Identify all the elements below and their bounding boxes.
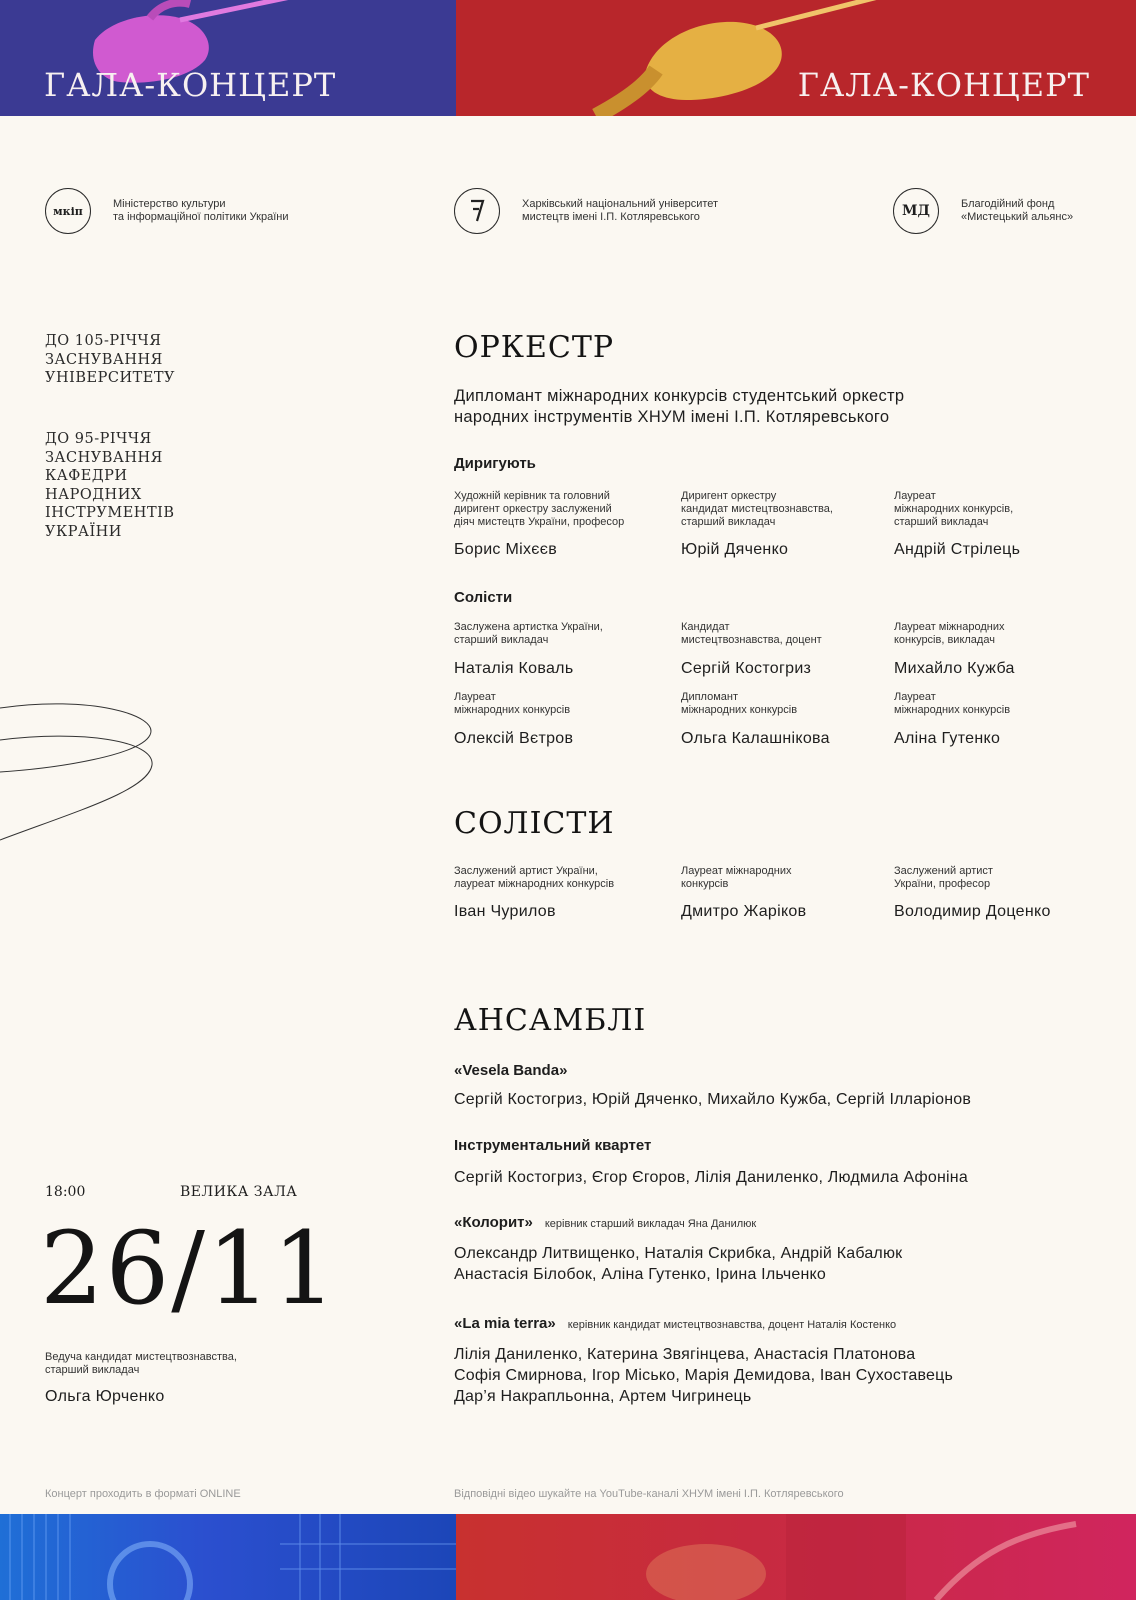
- orchestra-lead: Дипломант міжнародних конкурсів студентський оркестр народних інструментів ХНУМ імені І.П. Котляревського: [454, 387, 905, 426]
- conductor-role: Лауреат міжнародних конкурсів, старший викладач: [894, 490, 1014, 528]
- soloist-role: Лауреат міжнародних конкурсів: [454, 691, 571, 716]
- instruments-photo-strip-left: [0, 1514, 456, 1600]
- soloist-name: Наталія Коваль: [454, 660, 574, 677]
- banner-right: [456, 0, 1136, 116]
- soloist-role: Лауреат міжнародних конкурсів, викладач: [894, 621, 1005, 646]
- logo-foundation-text: Благодійний фонд «Мистецький альянс»: [961, 198, 1074, 223]
- anniversary-department: ДО 95-РІЧЧЯ ЗАСНУВАННЯ КАФЕДРИ НАРОДНИХ ІНСТРУМЕНТІВ УКРАЇНИ: [45, 431, 175, 540]
- ensembles-title: АНСАМБЛІ: [454, 1003, 647, 1038]
- soloist-name: Аліна Гутенко: [894, 730, 1001, 747]
- conductor-role: Диригент оркестру кандидат мистецтвознавства, старший викладач: [681, 490, 833, 528]
- soloist-name: Михайло Кужба: [894, 660, 1015, 677]
- soloist-name: Сергій Костогриз: [681, 660, 812, 677]
- soloist-role: Заслужений артист України, професор: [894, 865, 993, 890]
- ensemble-members: Лілія Даниленко, Катерина Звягінцева, Анастасія Платонова Софія Смирнова, Ігор Мiсько, Марія Демидова, Іван Сухоставець Дар’я Накрапльонна, Артем Чигринець: [454, 1346, 954, 1405]
- soloists-title: СОЛІСТИ: [454, 806, 615, 841]
- conductor-name: Андрій Стрілець: [894, 541, 1021, 558]
- conductor-name: Борис Міхєєв: [454, 541, 557, 558]
- orchestra-title: ОРКЕСТР: [454, 330, 615, 365]
- soloist-name: Олексій Вєтров: [454, 730, 574, 747]
- orchestra-soloists-label: Солісти: [454, 589, 513, 606]
- soloist-role: Заслужена артистка України, старший викладач: [454, 621, 603, 646]
- host-name: Ольга Юрченко: [45, 1388, 165, 1405]
- logo-ministry-text: Міністерство культури та інформаційної політики України: [113, 198, 289, 223]
- ensemble-members: Сергій Костогриз, Єгор Єгоров, Лілія Даниленко, Людмила Афоніна: [454, 1169, 968, 1186]
- logo-foundation: [893, 188, 1073, 234]
- ensemble-name: «La mia terra»: [454, 1315, 556, 1332]
- banner-title-left: ГАЛА-КОНЦЕРТ: [44, 66, 337, 104]
- ensemble-note: керівник старший викладач Яна Данилюк: [544, 1218, 757, 1230]
- soloist-role: Заслужений артист України, лауреат міжнародних конкурсів: [454, 865, 615, 890]
- soloist-role: Кандидат мистецтвознавства, доцент: [681, 621, 822, 646]
- soloist-name: Володимир Доценко: [894, 903, 1051, 920]
- logo-university-text: Харківський національний університет мистецтв імені І.П. Котляревського: [522, 198, 719, 223]
- soloist-name: Іван Чурилов: [454, 903, 556, 920]
- logo-university: [454, 188, 718, 234]
- instruments-photo-strip-right: [456, 1514, 1136, 1600]
- soloist-name: Ольга Калашнікова: [681, 730, 830, 747]
- soloist-role: Дипломант міжнародних конкурсів: [681, 691, 798, 716]
- conductor-name: Юрій Дяченко: [681, 541, 789, 558]
- soloist-name: Дмитро Жаріков: [681, 903, 807, 920]
- ensemble-members: Олександр Литвищенко, Наталія Скрибка, Андрій Кабалюк Анастасія Білобок, Аліна Гутенко, Ірина Ільченко: [454, 1245, 903, 1283]
- ensemble-name: «Колорит»: [454, 1214, 533, 1231]
- ensemble-name: «Vesela Banda»: [454, 1062, 568, 1079]
- ministry-logo-icon: мкіп: [45, 188, 91, 234]
- conductors-label: Диригують: [454, 455, 536, 472]
- event-hall: ВЕЛИКА ЗАЛА: [180, 1184, 298, 1200]
- foundation-logo-icon: МД: [893, 188, 939, 234]
- ensemble-members: Сергій Костогриз, Юрій Дяченко, Михайло Кужба, Сергій Ілларіонов: [454, 1091, 972, 1108]
- host-title: Ведуча кандидат мистецтвознавства, старший викладач: [45, 1351, 237, 1376]
- soloist-role: Лауреат міжнародних конкурсів: [681, 865, 792, 890]
- event-date: 26/11: [40, 1210, 339, 1327]
- ensemble-note: керівник кандидат мистецтвознавства, доцент Наталія Костенко: [567, 1319, 897, 1331]
- conductor-role: Художній керівник та головний диригент оркестру заслужений діяч мистецтв України, професор: [454, 490, 625, 528]
- ensemble-heading: [454, 1214, 756, 1231]
- banner-left: [0, 0, 456, 116]
- anniversary-university: ДО 105-РІЧЧЯ ЗАСНУВАННЯ УНІВЕРСИТЕТУ: [45, 333, 175, 386]
- ensemble-name: Інструментальний квартет: [454, 1137, 652, 1154]
- banner-title-right: ГАЛА-КОНЦЕРТ: [797, 66, 1090, 104]
- swirl-decoration: [0, 690, 160, 850]
- logo-ministry: [45, 188, 288, 234]
- university-logo-icon: [454, 188, 500, 234]
- footer-youtube-note: Відповідні відео шукайте на YouTube-каналі ХНУМ імені І.П. Котляревського: [454, 1488, 844, 1500]
- soloist-role: Лауреат міжнародних конкурсів: [894, 691, 1011, 716]
- ensemble-heading: [454, 1315, 896, 1332]
- footer-online-note: Концерт проходить в форматі ONLINE: [45, 1488, 241, 1500]
- event-time: 18:00: [45, 1184, 86, 1200]
